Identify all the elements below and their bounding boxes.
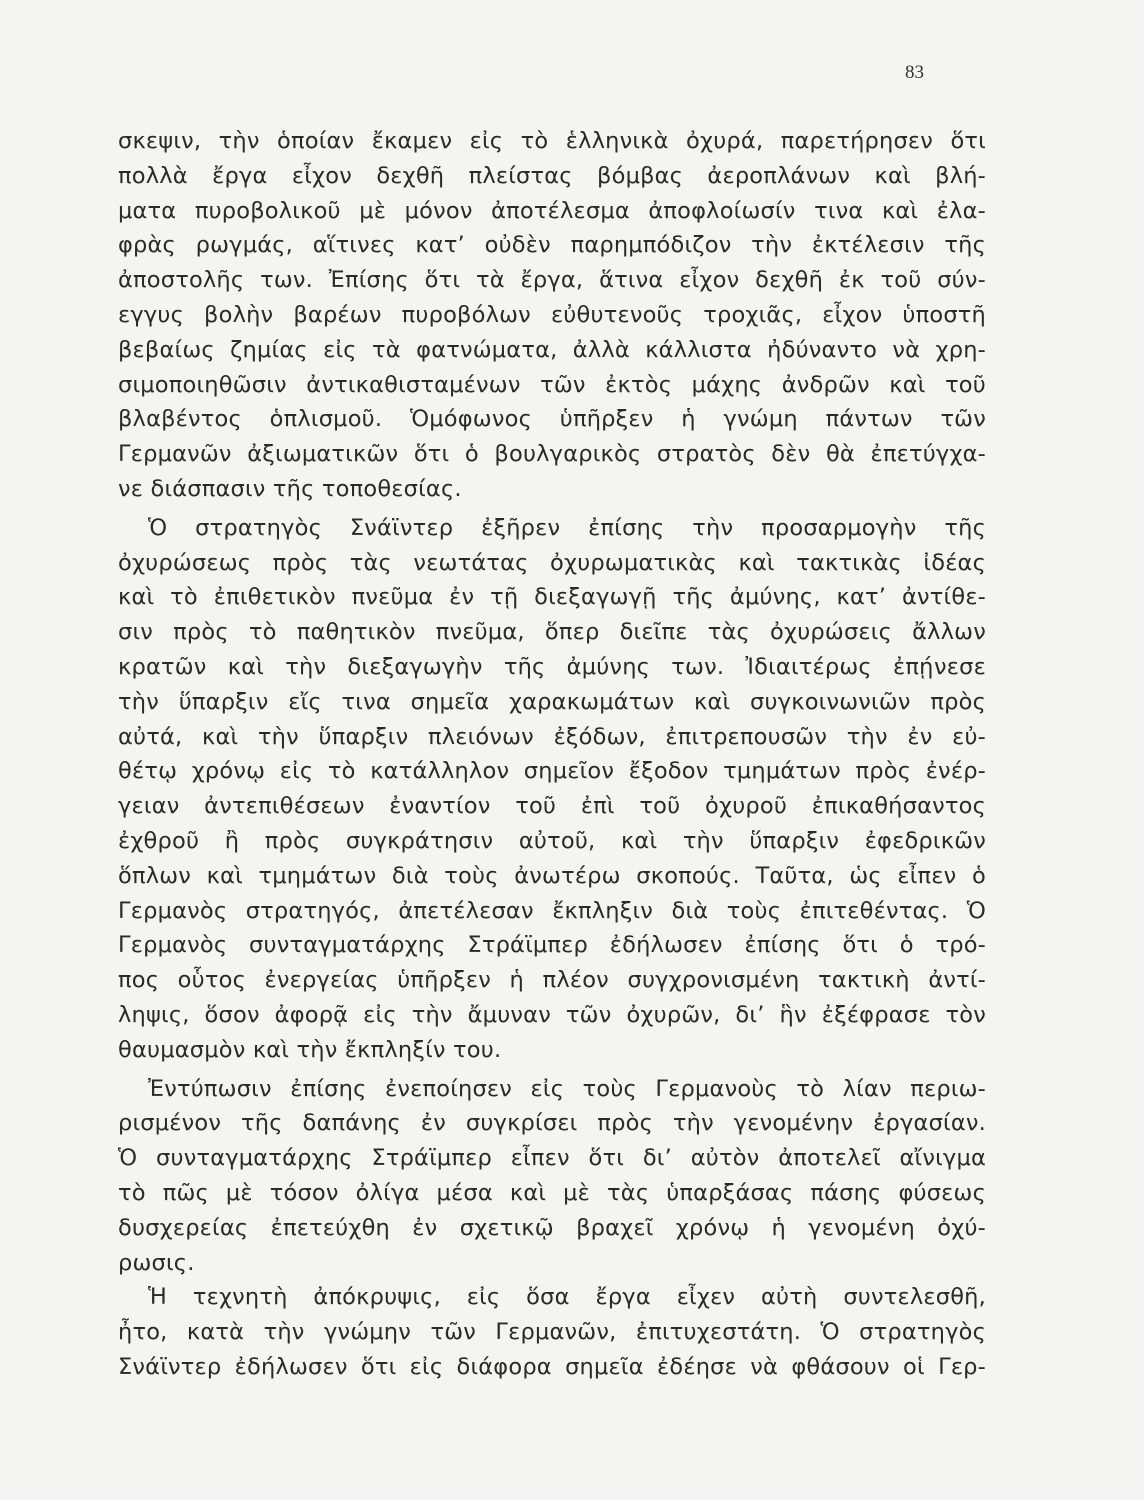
page-number: 83 [905,62,924,83]
text-line: Ἐντύπωσιν ἐπίσης ἐνεποίησεν εἰς τοὺς Γερμανοὺς τὸ λίαν περιω- [148,1075,986,1102]
text-line: τὸ πῶς μὲ τόσον ὀλίγα μέσα καὶ μὲ τὰς ὑπαρξάσας πάσης φύσεως [118,1179,986,1206]
text-line: ὀχυρώσεως πρὸς τὰς νεωτάτας ὀχυρωματικὰς καὶ τακτικὰς ἰδέας [118,549,986,576]
text-line: ὅπλων καὶ τμημάτων διὰ τοὺς ἀνωτέρω σκοπούς. Ταῦτα, ὡς εἶπεν ὁ [118,862,986,889]
text-line: ἐχθροῦ ἢ πρὸς συγκράτησιν αὐτοῦ, καὶ τὴν ὕπαρξιν ἐφεδρικῶν [118,827,986,854]
paragraph [118,511,986,1068]
text-line: τὴν ὕπαρξιν εἴς τινα σημεῖα χαρακωμάτων καὶ συγκοινωνιῶν πρὸς [118,688,986,715]
text-line: ἦτο, κατὰ τὴν γνώμην τῶν Γερμανῶν, ἐπιτυχεστάτη. Ὁ στρατηγὸς [118,1319,986,1346]
text-line: Ὁ στρατηγὸς Σνάϊντερ ἐξῆρεν ἐπίσης τὴν προσαρμογὴν τῆς [148,514,986,541]
text-line: θαυμασμὸν καὶ τὴν ἔκπληξίν του. [118,1036,502,1063]
text-line: αὐτά, καὶ τὴν ὕπαρξιν πλειόνων ἐξόδων, ἐπιτρεπουσῶν τὴν ἐν εὐ- [118,723,986,750]
text-line: Σνάϊντερ ἐδήλωσεν ὅτι εἰς διάφορα σημεῖα ἐδέησε νὰ φθάσουν οἱ Γερ- [118,1353,986,1380]
text-line: δυσχερείας ἐπετεύχθη ἐν σχετικῷ βραχεῖ χρόνῳ ἡ γενομένη ὀχύ- [118,1214,986,1241]
text-line: Γερμανὸς στρατηγός, ἀπετέλεσαν ἔκπληξιν διὰ τοὺς ἐπιτεθέντας. Ὁ [118,897,986,924]
text-line: κρατῶν καὶ τὴν διεξαγωγὴν τῆς ἀμύνης των. Ἰδιαιτέρως ἐπῄνεσε [118,653,986,680]
text-line: ρωσις. [118,1249,195,1276]
text-line: θέτῳ χρόνῳ εἰς τὸ κατάλληλον σημεῖον ἔξοδον τμημάτων πρὸς ἐνέρ- [118,758,986,785]
text-line: ρισμένον τῆς δαπάνης ἐν συγκρίσει πρὸς τὴν γενομένην ἐργασίαν. [118,1110,986,1137]
text-line: Ὁ συνταγματάρχης Στράϊμπερ εἶπεν ὅτι δι’ αὐτὸν ἀποτελεῖ αἴνιγμα [118,1145,986,1172]
text-line: πολλὰ ἔργα εἶχον δεχθῆ πλείστας βόμβας ἀεροπλάνων καὶ βλή- [118,162,986,189]
text-line: ληψις, ὅσον ἀφορᾷ εἰς τὴν ἄμυναν τῶν ὀχυρῶν, δι’ ἣν ἐξέφρασε τὸν [118,1001,986,1028]
text-line: φρὰς ρωγμάς, αἵτινες κατ’ οὐδὲν παρημπόδιζον τὴν ἐκτέλεσιν τῆς [118,232,986,259]
text-line: ἀποστολῆς των. Ἐπίσης ὅτι τὰ ἔργα, ἅτινα εἶχον δεχθῆ ἐκ τοῦ σύν- [118,267,986,294]
text-line: Ἡ τεχνητὴ ἀπόκρυψις, εἰς ὅσα ἔργα εἶχεν αὐτὴ συντελεσθῆ, [148,1284,986,1311]
text-line: βλαβέντος ὁπλισμοῦ. Ὁμόφωνος ὑπῆρξεν ἡ γνώμη πάντων τῶν [118,406,986,433]
text-line: καὶ τὸ ἐπιθετικὸν πνεῦμα ἐν τῇ διεξαγωγῇ τῆς ἀμύνης, κατ’ ἀντίθε- [118,584,986,611]
text-line: σιν πρὸς τὸ παθητικὸν πνεῦμα, ὅπερ διεῖπε τὰς ὀχυρώσεις ἄλλων [118,619,986,646]
text-line: βεβαίως ζημίας εἰς τὰ φατνώματα, ἀλλὰ κάλλιστα ἠδύναντο νὰ χρη- [118,336,986,363]
body-text [118,124,986,1385]
paragraph [118,124,986,507]
text-line: πος οὗτος ἐνεργείας ὑπῆρξεν ἡ πλέον συγχρονισμένη τακτικὴ ἀντί- [118,967,986,994]
text-line: εγγυς βολὴν βαρέων πυροβόλων εὐθυτενοῦς τροχιᾶς, εἶχον ὑποστῆ [118,301,986,328]
text-line: σκεψιν, τὴν ὁποίαν ἔκαμεν εἰς τὸ ἑλληνικὰ ὀχυρά, παρετήρησεν ὅτι [118,128,986,154]
text-line: Γερμανὸς συνταγματάρχης Στράϊμπερ ἐδήλωσεν ἐπίσης ὅτι ὁ τρό- [118,932,986,959]
text-line: Γερμανῶν ἀξιωματικῶν ὅτι ὁ βουλγαρικὸς στρατὸς δὲν θὰ ἐπετύγχα- [118,441,986,468]
text-line: νε διάσπασιν τῆς τοποθεσίας. [118,475,462,502]
paragraph [118,1280,986,1384]
text-line: ματα πυροβολικοῦ μὲ μόνον ἀποτέλεσμα ἀποφλοίωσίν τινα καὶ ἐλα- [118,197,986,224]
text-line: γειαν ἀντεπιθέσεων ἐναντίον τοῦ ἐπὶ τοῦ ὀχυροῦ ἐπικαθήσαντος [118,793,986,820]
paragraph [118,1072,986,1281]
text-line: σιμοποιηθῶσιν ἀντικαθισταμένων τῶν ἐκτὸς μάχης ἀνδρῶν καὶ τοῦ [118,371,986,398]
